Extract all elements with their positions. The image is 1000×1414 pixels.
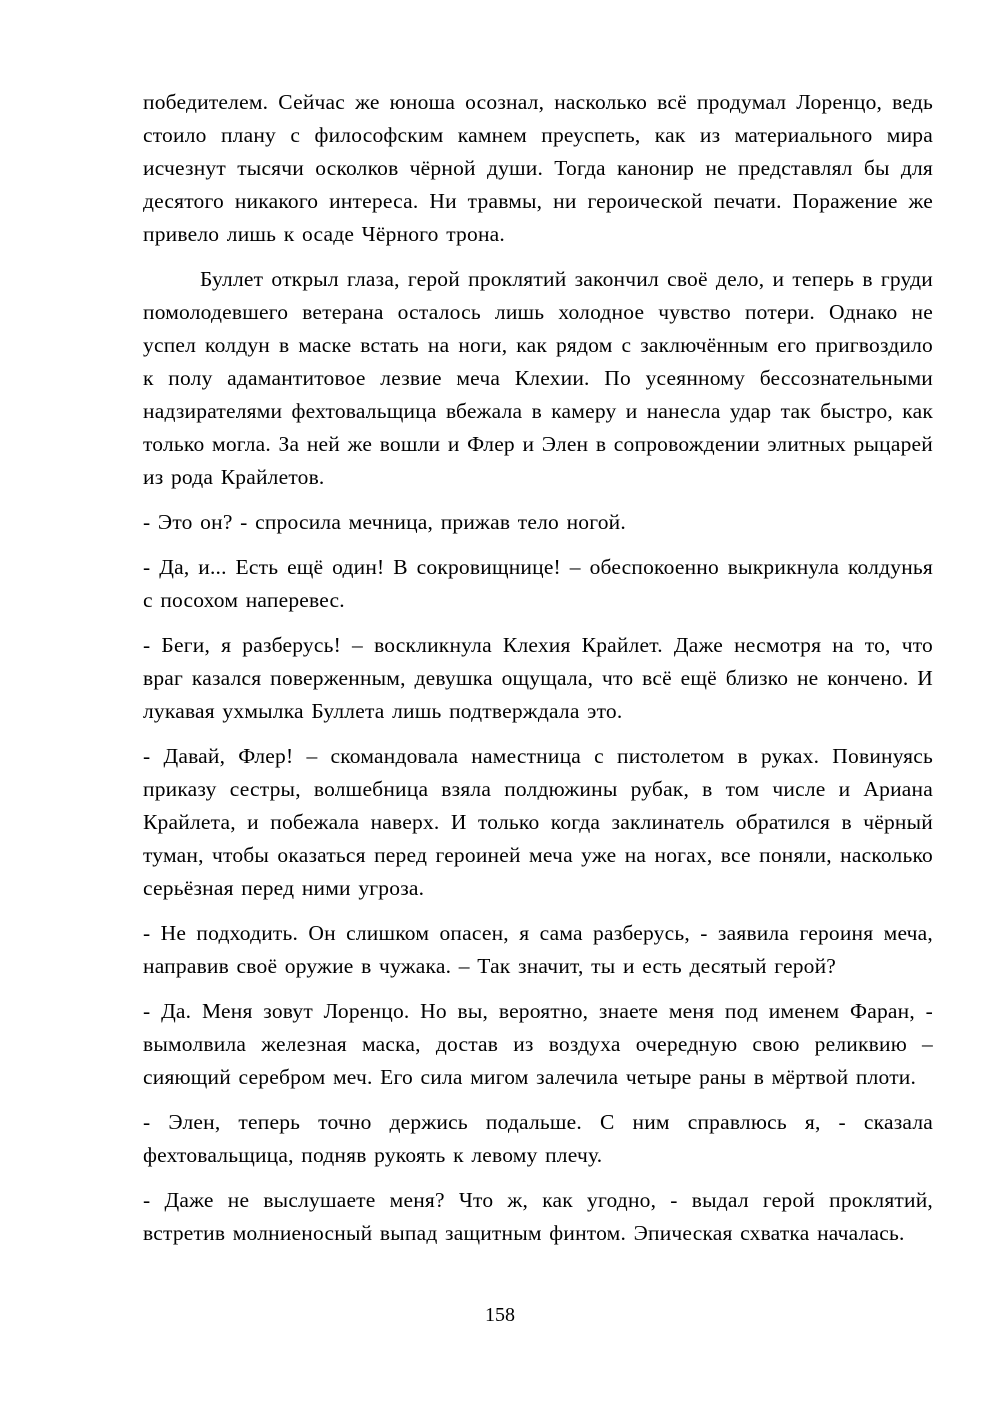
paragraph: победителем. Сейчас же юноша осознал, насколько всё продумал Лоренцо, ведь стоило плану с философским камнем преуспеть, как из материального мира исчезнут тысячи осколков чёрной души. Тогда канонир не представлял бы для десятого никакого интереса. Ни травмы, ни героической печати. Поражение же привело лишь к осаде Чёрного трона. <box>143 90 933 246</box>
page-number: 158 <box>485 1304 515 1326</box>
paragraph-dialogue: - Да, и... Есть ещё один! В сокровищнице! – обеспокоенно выкрикнула колдунья с посохом наперевес. <box>143 555 933 612</box>
paragraph-dialogue: - Это он? - спросила мечница, прижав тело ногой. <box>143 510 626 534</box>
paragraph: Буллет открыл глаза, герой проклятий закончил своё дело, и теперь в груди помолодевшего ветерана осталось лишь холодное чувство потери. Однако не успел колдун в маске встать на ноги, как рядом с заключённым его пригвоздило к полу адамантитовое лезвие меча Клехии. По усеянному бессознательными надзирателями фехтовальщица вбежала в камеру и нанесла удар так быстро, как только могла. За ней же вошли и Флер и Элен в сопровождении элитных рыцарей из рода Крайлетов. <box>143 267 933 489</box>
paragraph-dialogue: - Даже не выслушаете меня? Что ж, как угодно, - выдал герой проклятий, встретив молниеносный выпад защитным финтом. Эпическая схватка началась. <box>143 1188 933 1245</box>
paragraph-dialogue: - Беги, я разберусь! – воскликнула Клехия Крайлет. Даже несмотря на то, что враг казался поверженным, девушка ощущала, что всё ещё близко не кончено. И лукавая ухмылка Буллета лишь подтверждала это. <box>143 633 933 723</box>
paragraph-dialogue: - Не подходить. Он слишком опасен, я сама разберусь, - заявила героиня меча, направив своё оружие в чужака. – Так значит, ты и есть десятый герой? <box>143 921 933 978</box>
paragraph-dialogue: - Элен, теперь точно держись подальше. С ним справлюсь я, - сказала фехтовальщица, подняв рукоять к левому плечу. <box>143 1110 933 1167</box>
paragraph-dialogue: - Да. Меня зовут Лоренцо. Но вы, вероятно, знаете меня под именем Фаран, - вымолвила железная маска, достав из воздуха очередную свою реликвию – сияющий серебром меч. Его сила мигом залечила четыре раны в мёртвой плоти. <box>143 999 933 1089</box>
text-block <box>143 86 933 1262</box>
paragraph-dialogue: - Давай, Флер! – скомандовала наместница с пистолетом в руках. Повинуясь приказу сестры, волшебница взяла полдюжины рубак, в том числе и Ариана Крайлета, и побежала наверх. И только когда заклинатель обратился в чёрный туман, чтобы оказаться перед героиней меча уже на ногах, все поняли, насколько серьёзная перед ними угроза. <box>143 744 933 900</box>
